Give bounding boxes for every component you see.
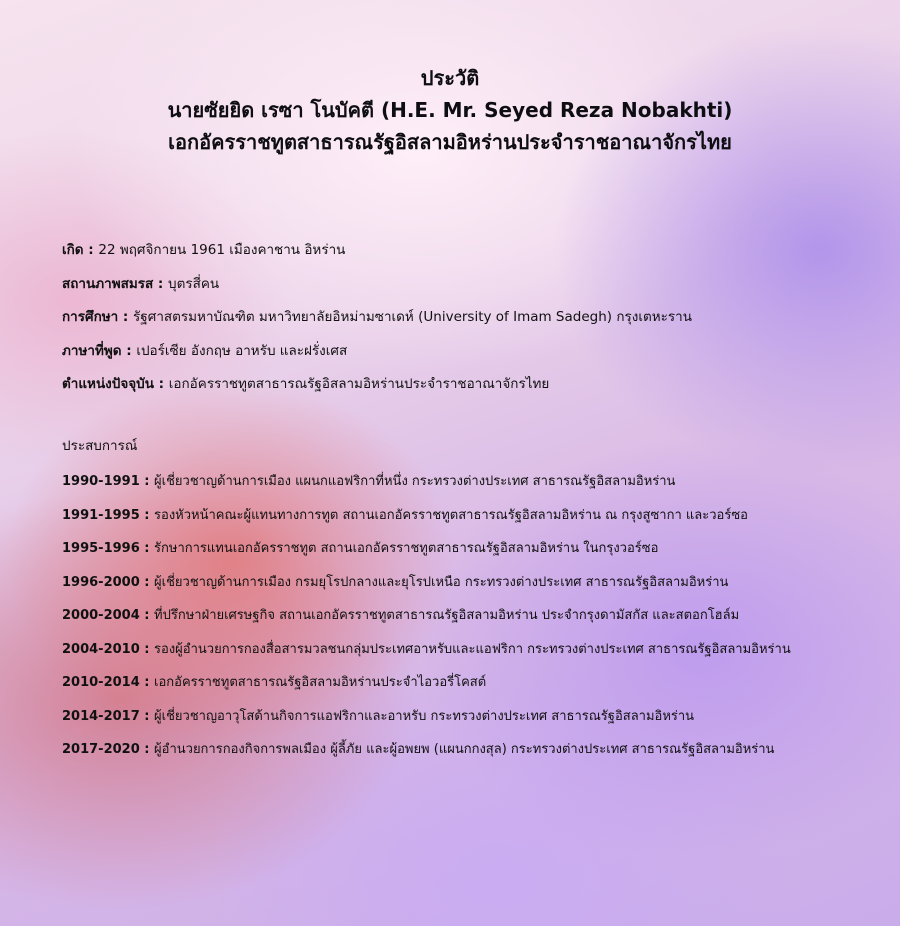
experience-item: 2010-2014 : เอกอัครราชทูตสาธารณรัฐอิสลามอิหร่านประจำไอวอรี่โคสต์	[62, 675, 487, 690]
experience-years: 2000-2004	[62, 608, 140, 623]
ambassador-position-title: เอกอัครราชทูตสาธารณรัฐอิสลามอิหร่านประจำราชอาณาจักรไทย	[168, 130, 732, 154]
experience-item: 2014-2017 : ผู้เชี่ยวชาญอาวุโสด้านกิจการแอฟริกาและอาหรับ กระทรวงต่างประเทศ สาธารณรัฐอิสลามอิหร่าน	[62, 708, 695, 724]
experience-text: รองหัวหน้าคณะผู้แทนทางการทูต สถานเอกอัครราชทูตสาธารณรัฐอิสลามอิหร่าน ณ กรุงสูซากา และวอร์ซอ	[154, 507, 748, 523]
experience-heading: ประสบการณ์	[62, 438, 138, 454]
experience-years: 2017-2020	[62, 742, 140, 757]
experience-years: 1991-1995	[62, 507, 140, 523]
experience-text: เอกอัครราชทูตสาธารณรัฐอิสลามอิหร่านประจำไอวอรี่โคสต์	[154, 675, 487, 690]
experience-text: รองผู้อำนวยการกองสื่อสารมวลชนกลุ่มประเทศอาหรับและแอฟริกา กระทรวงต่างประเทศ สาธารณรัฐอิสลามอิหร่าน	[154, 641, 791, 657]
info-row-marital-status: สถานภาพสมรส : บุตรสี่คน	[62, 275, 220, 292]
experience-years: 1990-1991	[62, 474, 140, 489]
experience-text: ที่ปรึกษาฝ่ายเศรษฐกิจ สถานเอกอัครราชทูตสาธารณรัฐอิสลามอิหร่าน ประจำกรุงดามัสกัส และสตอกโฮล์ม	[154, 608, 740, 623]
experience-item: 1990-1991 : ผู้เชี่ยวชาญด้านการเมือง แผนกแอฟริกาที่หนึ่ง กระทรวงต่างประเทศ สาธารณรัฐอิสลามอิหร่าน	[62, 474, 676, 489]
experience-years: 1995-1996	[62, 541, 140, 556]
experience-item: 2000-2004 : ที่ปรึกษาฝ่ายเศรษฐกิจ สถานเอกอัครราชทูตสาธารณรัฐอิสลามอิหร่าน ประจำกรุงดามัสกัส และสตอกโฮล์ม	[62, 608, 740, 623]
info-row-languages: ภาษาที่พูด : เปอร์เซีย อังกฤษ อาหรับ และฝรั่งเศส	[62, 342, 348, 359]
info-label: เกิด	[62, 242, 84, 258]
info-row-current-position: ตำแหน่งปัจจุบัน : เอกอัครราชทูตสาธารณรัฐอิสลามอิหร่านประจำราชอาณาจักรไทย	[62, 376, 550, 392]
experience-item: 1995-1996 : รักษาการแทนเอกอัครราชทูต สถานเอกอัครราชทูตสาธารณรัฐอิสลามอิหร่าน ในกรุงวอร์ซอ	[62, 541, 659, 556]
experience-text: ผู้เชี่ยวชาญด้านการเมือง แผนกแอฟริกาที่หนึ่ง กระทรวงต่างประเทศ สาธารณรัฐอิสลามอิหร่าน	[154, 474, 676, 489]
experience-text: ผู้เชี่ยวชาญอาวุโสด้านกิจการแอฟริกาและอาหรับ กระทรวงต่างประเทศ สาธารณรัฐอิสลามอิหร่าน	[154, 708, 695, 724]
biography-title: ประวัติ	[420, 66, 480, 90]
biography-header	[0, 62, 900, 158]
info-value: รัฐศาสตรมหาบัณฑิต มหาวิทยาลัยอิหม่ามซาเดห์ (University of Imam Sadegh) กรุงเตหะราน	[133, 309, 692, 325]
info-value: บุตรสี่คน	[168, 275, 220, 292]
experience-item: 2004-2010 : รองผู้อำนวยการกองสื่อสารมวลชนกลุ่มประเทศอาหรับและแอฟริกา กระทรวงต่างประเทศ สาธารณรัฐอิสลามอิหร่าน	[62, 641, 791, 657]
experience-list	[62, 465, 862, 767]
info-label: ตำแหน่งปัจจุบัน	[62, 376, 154, 392]
ambassador-name: นายซัยยิด เรซา โนบัคตี (H.E. Mr. Seyed Reza Nobakhti)	[167, 98, 733, 122]
experience-text: รักษาการแทนเอกอัครราชทูต สถานเอกอัครราชทูตสาธารณรัฐอิสลามอิหร่าน ในกรุงวอร์ซอ	[154, 541, 659, 556]
experience-years: 2004-2010	[62, 641, 140, 657]
info-label: การศึกษา	[62, 309, 119, 325]
experience-text: ผู้เชี่ยวชาญด้านการเมือง กรมยุโรปกลางและยุโรปเหนือ กระทรวงต่างประเทศ สาธารณรัฐอิสลามอิหร่าน	[154, 574, 729, 590]
info-row-birth: เกิด : 22 พฤศจิกายน 1961 เมืองคาชาน อิหร่าน	[62, 242, 346, 258]
info-row-education: การศึกษา : รัฐศาสตรมหาบัณฑิต มหาวิทยาลัยอิหม่ามซาเดห์ (University of Imam Sadegh) กรุงเตหะราน	[62, 309, 692, 325]
experience-years: 1996-2000	[62, 574, 140, 590]
experience-item: 1991-1995 : รองหัวหน้าคณะผู้แทนทางการทูต สถานเอกอัครราชทูตสาธารณรัฐอิสลามอิหร่าน ณ กรุงสูซากา และวอร์ซอ	[62, 507, 748, 523]
experience-item: 1996-2000 : ผู้เชี่ยวชาญด้านการเมือง กรมยุโรปกลางและยุโรปเหนือ กระทรวงต่างประเทศ สาธารณรัฐอิสลามอิหร่าน	[62, 574, 729, 590]
info-value: เอกอัครราชทูตสาธารณรัฐอิสลามอิหร่านประจำราชอาณาจักรไทย	[168, 376, 550, 392]
experience-years: 2010-2014	[62, 675, 140, 690]
personal-info	[62, 234, 862, 402]
experience-years: 2014-2017	[62, 708, 140, 724]
experience-text: ผู้อำนวยการกองกิจการพลเมือง ผู้ลี้ภัย และผู้อพยพ (แผนกกงสุล) กระทรวงต่างประเทศ สาธารณรัฐอิสลามอิหร่าน	[154, 742, 775, 757]
info-label: สถานภาพสมรส	[62, 275, 154, 292]
info-value: เปอร์เซีย อังกฤษ อาหรับ และฝรั่งเศส	[136, 342, 348, 359]
info-value: 22 พฤศจิกายน 1961 เมืองคาชาน อิหร่าน	[98, 242, 346, 258]
experience-item: 2017-2020 : ผู้อำนวยการกองกิจการพลเมือง ผู้ลี้ภัย และผู้อพยพ (แผนกกงสุล) กระทรวงต่างประเทศ สาธารณรัฐอิสลามอิหร่าน	[62, 742, 775, 757]
info-label: ภาษาที่พูด	[62, 342, 122, 359]
